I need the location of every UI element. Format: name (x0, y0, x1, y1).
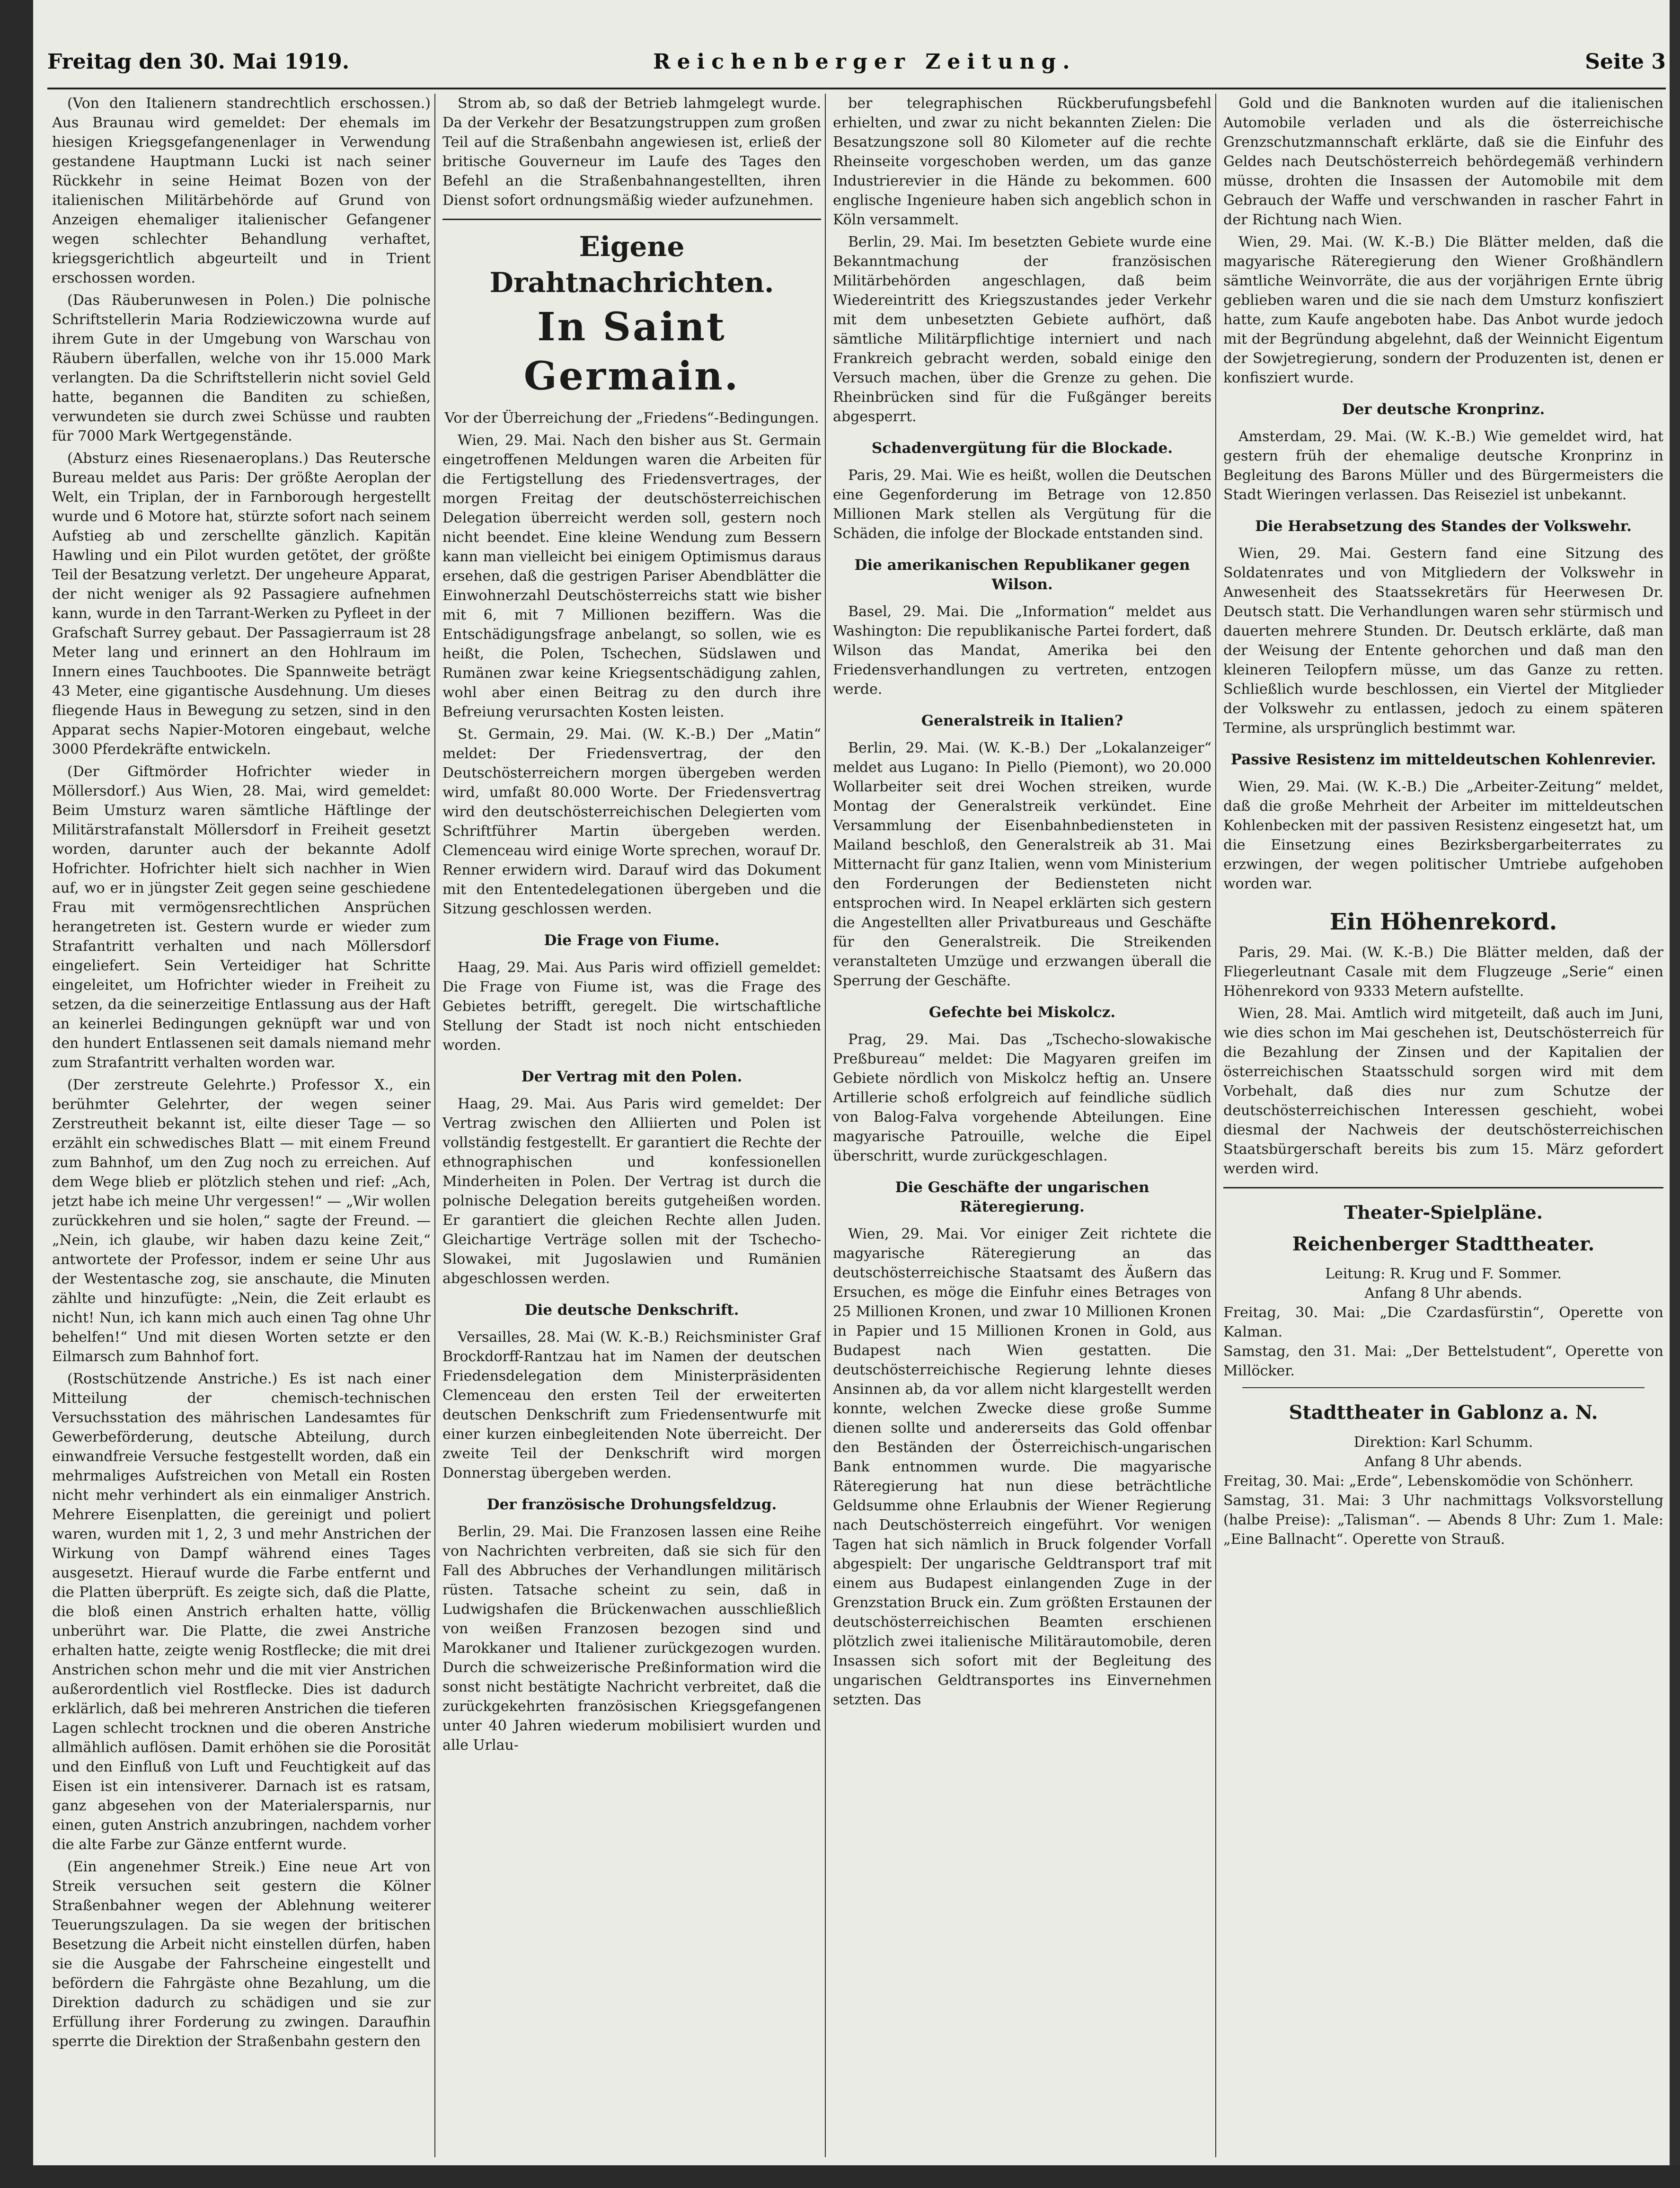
article-heading: Die deutsche Denkschrift. (524, 1302, 739, 1319)
section-rule (1223, 1187, 1663, 1188)
theatre-line: Direktion: Karl Schumm. (1353, 1434, 1533, 1451)
article-paragraph: Strom ab, so daß der Betrieb lahmgelegt wurde. Da der Verkehr der Besatzungstruppen zum großen Teil auf die Straßenbahn angewiesen ist, erließ der britische Gouverneur im Laufe des Tages den Befehl an die Straßenbahnangestellten, ihren Dienst sofort ordnungsmäßig wieder aufzunehmen. (442, 95, 821, 209)
article-paragraph: Wien, 28. Mai. Amtlich wird mitgeteilt, daß auch im Juni, wie dies schon im Mai geschehen ist, Deutschösterreich für die Bezahlung der Zinsen und der Kapitalien der österreichischen Staatsschuld sorgen wird mit dem Vorbehalt, daß dies nur zum Schutze der deutschösterreichischen Interessen geschieht, wobei diesmal der Nachweis der deutschösterreichischen Staatsbürgerschaft bereits bis zum 15. März gefordert werden wird. (1223, 1005, 1663, 1177)
article-paragraph: Wien, 29. Mai. Vor einiger Zeit richtete die magyarische Räteregierung an das deutschösterreichische Staatsamt des Äußern das Ersuchen, es möge die Einfuhr eines Betrages von 25 Millionen Kronen, und zwar 10 Millionen Kronen in Papier und 15 Millionen Kronen in Gold, aus Budapest nach Wien gestatten. Die deutschösterreichische Regierung lehnte dieses Ansinnen ab, da vor allem nicht klargestellt werden konnte, welchen Zwecke diese große Summe dienen sollte und andererseits das Gold offenbar den Beständen der Österreichisch-ungarischen Bank entnommen wurde. Die magyarische Räteregierung hat nun diese beträchtliche Geldsumme ohne Erlaubnis der Wiener Regierung nach Deutschösterreich eingeführt. Vor wenigen Tagen hat sich nämlich in Bruck folgender Vorfall abgespielt: Der ungarische Geldtransport traf mit einem aus Budapest einlangenden Zuge in der Grenzstation Bruck ein. Zum größten Erstaunen der deutschösterreichischen Beamten erschienen plötzlich zwei italienische Militärautomobile, deren Insassen sich sofort mit der Begleitung des ungarischen Geldtransportes ins Einvernehmen setzten. Das (833, 1226, 1211, 1708)
article-paragraph: (Das Räuberunwesen in Polen.) Die polnische Schriftstellerin Maria Rodziewiczowna wurde auf ihrem Gute in der Umgebung von Warschau von Räubern überfallen, welche von ihr 15.000 Mark verlangten. Da die Schriftstellerin nicht soviel Geld hatte, begannen die Banditen zu schießen, verwundeten sie durch zwei Schüsse und raubten für 7000 Mark Wertgegenstände. (52, 292, 431, 444)
headline: In Saint Germain. (523, 304, 740, 399)
article-paragraph: (Absturz eines Riesenaeroplans.) Das Reutersche Bureau meldet aus Paris: Der größte Aeroplan der Welt, ein Triplan, der in Farnborough hergestellt wurde und 6 Motore hat, stürzte sofort nach seinem Aufstieg ab und zerschellte gänzlich. Kapitän Hawling und ein Pilot wurden getötet, der größte Teil der Besatzung verletzt. Der ungeheure Apparat, der nicht weniger als 92 Passagiere aufnehmen kann, wurde in den Tarrant-Werken zu Pyfleet in der Grafschaft Surrey gebaut. Der Passagierraum ist 28 Meter lang und erinnert an den Hohlraum im Innern eines Tauchbootes. Die Spannweite beträgt 43 Meter, eine gigantische Ausdehnung. Um dieses fliegende Haus in Bewegung zu setzen, sind in den Apparat sechs Napier-Motoren eingebaut, welche 3000 Pferdekräfte entwickeln. (52, 450, 431, 758)
article-heading-large: Ein Höhenrekord. (1329, 909, 1557, 935)
masthead-rule (47, 88, 1666, 89)
article-heading: Der Vertrag mit den Polen. (521, 1068, 743, 1085)
article-paragraph: ber telegraphischen Rückberufungsbefehl erhielten, und zwar zu nicht bekannten Zielen: Die Besatzungszone soll 80 Kilometer auf die rechte Rheinseite vorgeschoben werden, um das ganze Industrierevier in die Hände zu bekommen. 600 englische Ingenieure haben sich angeblich schon in Köln versammelt. (833, 95, 1211, 228)
column-divider (825, 94, 826, 2157)
article-paragraph: Versailles, 28. Mai (W. K.-B.) Reichsminister Graf Brockdorff-Rantzau hat im Namen der deutschen Friedensdelegation dem Ministerpräsidenten Clemenceau den ersten Teil der erweiterten deutschen Denkschrift zum Friedensentwurfe mit einer kurzen einbegleitenden Note überreicht. Der zweite Teil der Denkschrift wird morgen Donnerstag übergeben werden. (442, 1329, 821, 1481)
article-heading: Die Frage von Fiume. (544, 932, 720, 949)
headline-subtitle: Vor der Überreichung der „Friedens“-Bedingungen. (444, 410, 819, 426)
article-heading: Die Herabsetzung des Standes der Volkswehr. (1255, 518, 1632, 535)
article-heading: Passive Resistenz im mitteldeutschen Kohlenrevier. (1230, 751, 1656, 768)
masthead-date: Freitag den 30. Mai 1919. (47, 50, 350, 74)
article-paragraph: (Ein angenehmer Streik.) Eine neue Art von Streik versuchen seit gestern die Kölner Straßenbahner wegen der Ablehnung weiterer Teuerungszulagen. Da sie wegen der britischen Besetzung die Arbeit nicht einstellen dürfen, haben sie die Ausgabe der Fahrscheine eingestellt und befördern die Fahrgäste ohne Bezahlung, um die Direktion dadurch zu schädigen und sie zur Erfüllung ihrer Forderung zu zwingen. Daraufhin sperrte die Direktion der Straßenbahn gestern den (52, 1859, 431, 2050)
article-heading: Gefechte bei Miskolcz. (928, 1004, 1116, 1021)
article-paragraph: Amsterdam, 29. Mai. (W. K.-B.) Wie gemeldet wird, hat gestern früh der ehemalige deutsche Kronprinz in Begleitung des Barons Müller und des Bürgermeisters die Stadt Wieringen verlassen. Das Reiseziel ist unbekannt. (1223, 428, 1663, 503)
scan-border-bottom (0, 2165, 1680, 2188)
article-paragraph: Berlin, 29. Mai. Im besetzten Gebiete wurde eine Bekanntmachung der französischen Militärbehörden angeschlagen, daß beim Wiedereintritt des Kriegszustandes jeder Verkehr mit dem unbesetzten Gebiete aufhört, daß sämtliche Militärpflichtige interniert und nach Frankreich gebracht werden, sobald einige den Versuch machen, über die Grenze zu gehen. Die Rheinbrücken sind für die Fußgänger bereits abgesperrt. (833, 234, 1211, 425)
article-paragraph: Paris, 29. Mai. Wie es heißt, wollen die Deutschen eine Gegenforderung im Betrage von 12.850 Millionen Mark stellen als Vergütung für die Schäden, die infolge der Blockade entstanden sind. (833, 467, 1211, 542)
column-divider (1215, 94, 1216, 2157)
article-paragraph: Paris, 29. Mai. (W. K.-B.) Die Blätter melden, daß der Fliegerleutnant Casale mit dem Flugzeuge „Serie“ einen Höhenrekord von 9333 Metern aufstellte. (1223, 944, 1663, 1000)
masthead-page-number: Seite 3 (1585, 50, 1666, 74)
article-paragraph: (Der zerstreute Gelehrte.) Professor X., ein berühmter Gelehrter, der wegen seiner Zerstreutheit bekannt ist, eilte dieser Tage — so erzählt ein schwedisches Blatt — mit einem Freund zum Bahnhof, um den Zug noch zu erreichen. Auf dem Wege blieb er plötzlich stehen und rief: „Ach, jetzt habe ich meine Uhr vergessen!“ — „Wir wollen zurückkehren und sie holen,“ sagte der Freund. — „Nein, ich glaube, wir haben dazu keine Zeit,“ antwortete der Professor, indem er seine Uhr aus der Westentasche zog, sie anschaute, die Minuten zählte und hinzufügte: „Nein, die Zeit erlaubt es nicht! Nun, ich kann mich auch einen Tag ohne Uhr behelfen!“ Und mit diesen Worten setzte er den Eilmarsch zum Bahnhof fort. (52, 1077, 431, 1365)
theatre-divider (1242, 1387, 1645, 1388)
theatre-section-title: Theater-Spielpläne. (1344, 1202, 1543, 1223)
article-paragraph: Gold und die Banknoten wurden auf die italienischen Automobile verladen und als die österreichische Grenzschutzmannschaft erklärte, daß sie die Einfuhr des Geldes nach Deutschösterreich behördegemäß verhindern müsse, drohten die Insassen der Automobile mit dem Gebrauch der Waffe und verschwanden in rascher Fahrt in der Richtung nach Wien. (1223, 95, 1663, 228)
theatre-line: Freitag, 30. Mai: „Die Czardasfürstin“, Operette von Kalman. (1223, 1304, 1663, 1340)
masthead (47, 45, 1666, 83)
scan-border-left (0, 0, 33, 2188)
article-paragraph: (Von den Italienern standrechtlich erschossen.) Aus Braunau wird gemeldet: Der ehemals im hiesigen Kriegsgefangenenlager in Verwendung gestandene Hauptmann Lucki ist nach seiner Rückkehr in seine Heimat Bozen von der italienischen Militärbehörde auf Grund von Anzeigen ehemaliger italienischer Gefangener wegen schlechter Behandlung verhaftet, kriegsgerichtlich abgeurteilt und in Trient erschossen worden. (52, 95, 431, 286)
article-paragraph: (Rostschützende Anstriche.) Es ist nach einer Mitteilung der chemisch-technischen Versuchsstation des mährischen Landesamtes für Gewerbeförderung, deutsche Abteilung, durch einwandfreie Versuche festgestellt worden, daß ein mehrmaliges Aufstreichen von Metall ein Rosten nicht mehr verhindert als ein einmaliger Anstrich. Mehrere Eisenplatten, die gereinigt und poliert waren, wurden mit 1, 2, 3 und mehr Anstrichen der Wirkung von Dampf während eines Tages ausgesetzt. Hierauf wurde die Farbe entfernt und die Platten überprüft. Es zeigte sich, daß die Platte, die bloß einen Anstrich erhalten hatte, völlig unberührt war. Die Platte, die zwei Anstriche erhalten hatte, zeigte wenig Rostflecke; die mit drei Anstrichen schon mehr und die mit vier Anstrichen außerordentlich viel Rostflecke. Dies ist dadurch erklärlich, daß bei mehreren Anstrichen die tieferen Lagen schlecht trocknen und die oberen Anstriche allmählich auflösen. Damit erhöhen sie die Porosität und den Einfluß von Luft und Feuchtigkeit auf das Eisen ist ein intensiverer. Darnach ist es ratsam, ganz abgesehen von der Materialersparnis, nur einen, guten Anstrich anzubringen, nachdem vorher die alte Farbe zur Gänze entfernt wurde. (52, 1371, 431, 1853)
article-paragraph: (Der Giftmörder Hofrichter wieder in Möllersdorf.) Aus Wien, 28. Mai, wird gemeldet: Beim Umsturz waren sämtliche Häftlinge der Militärstrafanstalt Möllersdorf in Freiheit gesetzt worden, darunter auch der bekannte Adolf Hofrichter. Hofrichter hielt sich nachher in Wien auf, wo er in jüngster Zeit gegen seine geschiedene Frau mit vermögensrechtlichen Ansprüchen herangetreten ist. Gestern wurde er wieder zum Strafantritt verhalten und nach Möllersdorf eingeliefert. Sein Verteidiger hat Schritte eingeleitet, um Hofrichter wieder in Freiheit zu setzen, da die seinerzeitige Entlassung aus der Haft an keinerlei Bedingungen geknüpft war und von den hundert Entlassenen seit damals niemand mehr zum Strafantritt verhalten worden war. (52, 763, 431, 1071)
article-paragraph: Wien, 29. Mai. (W. K.-B.) Die „Arbeiter-Zeitung“ meldet, daß die große Mehrheit der Arbeiter im mitteldeutschen Kohlenbecken mit der passiven Resistenz eingesetzt hat, um die Einsetzung eines Bezirksbergarbeiterrates zu erzwingen, der wegen politischer Umtriebe aufgehoben worden war. (1223, 779, 1663, 892)
theatre-line: Anfang 8 Uhr abends. (1364, 1285, 1522, 1302)
column-3 (833, 94, 1211, 2162)
column-divider (434, 94, 435, 2157)
article-paragraph: Wien, 29. Mai. Gestern fand eine Sitzung des Soldatenrates und von Mitgliedern der Volkswehr in Anwesenheit des Staatssekretärs für Heerwesen Dr. Deutsch statt. Die Verhandlungen waren sehr stürmisch und dauerten mehrere Stunden. Dr. Deutsch erklärte, daß man der Weisung der Entente gehorchen und daß man den kleineren Teilopfern müsse, um das Ganze zu retten. Schließlich wurde beschlossen, ein Viertel der Mitglieder der Volkswehr zu entlassen, jedoch zu einem späteren Termine, als ursprünglich bestimmt war. (1223, 545, 1663, 736)
article-heading: Die Geschäfte der ungarischen Räteregierung. (895, 1179, 1149, 1215)
section-title: Eigene Drahtnachrichten. (489, 230, 774, 299)
column-2 (442, 94, 821, 2162)
article-paragraph: Berlin, 29. Mai. (W. K.-B.) Der „Lokalanzeiger“ meldet aus Lugano: In Piello (Piemont), wo 20.000 Wollarbeiter seit drei Wochen streiken, wurde Montag der Generalstreik verkündet. Eine Versammlung der Eisenbahnbediensteten in Mailand beschloß, den Generalstreik ab 31. Mai Mitternacht für ganz Italien, wenn vom Ministerium den Forderungen der Bediensteten nicht entsprochen wird. In Neapel erklärten sich gestern die Angestellten aller Privatbureaus und Geschäfte für den Generalstreik. Die Streikenden veranstalteten Umzüge und erzwangen überall die Sperrung der Geschäfte. (833, 740, 1211, 989)
theatre-line: Samstag, 31. Mai: 3 Uhr nachmittags Volksvorstellung (halbe Preise): „Talisman“. — Abends 8 Uhr: Zum 1. Male: „Eine Ballnacht“. Operette von Strauß. (1223, 1492, 1663, 1548)
article-paragraph: Haag, 29. Mai. Aus Paris wird offiziell gemeldet: Die Frage von Fiume ist, was die Frage des Gebietes betrifft, geregelt. Die wirtschaftliche Stellung der Stadt ist noch nicht entschieden worden. (442, 959, 821, 1054)
article-paragraph: Wien, 29. Mai. Nach den bisher aus St. Germain eingetroffenen Meldungen waren die Arbeiten für die Fertigstellung des Friedensvertrages, der morgen Freitag der deutschösterreichischen Delegation überreicht werden soll, gestern noch nicht beendet. Eine kleine Wendung zum Bessern kann man vielleicht bei einigem Optimismus daraus ersehen, daß die gestrigen Pariser Abendblätter die Einwohnerzahl Deutschösterreichs statt wie bisher mit 6, mit 7 Millionen beziffern. Was die Entschädigungsfrage anbelangt, so sollen, wie es heißt, die Polen, Tschechen, Südslawen und Rumänen zwar keine Kriegsentschädigung zahlen, wohl aber einen Beitrag zu den durch ihre Befreiung verursachten Kosten leisten. (442, 432, 821, 720)
theatre-line: Samstag, den 31. Mai: „Der Bettelstudent“, Operette von Millöcker. (1223, 1343, 1663, 1379)
masthead-newspaper-name: Reichenberger Zeitung. (653, 50, 1077, 74)
article-paragraph: Basel, 29. Mai. Die „Information“ meldet aus Washington: Die republikanische Partei fordert, daß Wilson das Mandat, Amerika bei den Friedensverhandlungen zu vertreten, entzogen werde. (833, 603, 1211, 698)
theatre-title: Stadttheater in Gablonz a. N. (1289, 1401, 1598, 1424)
theatre-line: Freitag, 30. Mai: „Erde“, Lebenskomödie von Schönherr. (1223, 1473, 1634, 1489)
section-rule (442, 219, 821, 220)
scan-border-right (1670, 0, 1680, 2188)
article-heading: Die amerikanischen Republikaner gegen Wilson. (854, 557, 1190, 593)
theatre-line: Anfang 8 Uhr abends. (1364, 1453, 1522, 1470)
article-paragraph: Wien, 29. Mai. (W. K.-B.) Die Blätter melden, daß die magyarische Räteregierung den Wiener Großhändlern sämtliche Weinvorräte, die aus der vorjährigen Ernte übrig geblieben waren und die sie nach dem Umsturz konfisziert hatte, zum Kaufe angeboten habe. Das Anbot wurde jedoch mit der Begründung abgelehnt, daß der Weinnicht Eigentum der Sowjetregierung, sondern der Produzenten ist, denen er konfisziert wurde. (1223, 234, 1663, 386)
article-paragraph: St. Germain, 29. Mai. (W. K.-B.) Der „Matin“ meldet: Der Friedensvertrag, der den Deutschösterreichern morgen übergeben werden wird, umfaßt 80.000 Worte. Der Friedensvertrag wird den deutschösterreichischen Delegierten vom Schriftführer Martin übergeben werden. Clemenceau wird einige Worte sprechen, worauf Dr. Renner erwidern wird. Darauf wird das Dokument mit den Ententedelegationen übergeben und die Sitzung geschlossen werden. (442, 726, 821, 917)
column-4 (1223, 94, 1663, 2162)
article-heading: Der französische Drohungsfeldzug. (486, 1496, 777, 1513)
article-paragraph: Prag, 29. Mai. Das „Tschecho-slowakische Preßbureau“ meldet: Die Magyaren greifen im Gebiete nördlich von Miskolcz heftig an. Unsere Artillerie schoß erfolgreich auf feindliche südlich von Balog-Falva vorgehende Abteilungen. Eine magyarische Patrouille, welche die Eipel überschritt, wurde zurückgeschlagen. (833, 1031, 1211, 1164)
theatre-line: Leitung: R. Krug und F. Sommer. (1325, 1266, 1562, 1282)
article-paragraph: Berlin, 29. Mai. Die Franzosen lassen eine Reihe von Nachrichten verbreiten, daß sie sich für den Fall des Abbruches der Verhandlungen militärisch rüsten. Tatsache scheint zu sein, daß in Ludwigshafen die Brückenwachen ausschließlich von weißen Franzosen bezogen sind und Marokkaner und Italiener zurückgezogen wurden. Durch die schweizerische Preßinformation wird die sonst nicht bestätigte Nachricht verbreitet, daß die zurückgekehrten französischen Kriegsgefangenen unter 40 Jahren wiederum mobilisiert wurden und alle Urlau- (442, 1524, 821, 1754)
article-paragraph: Haag, 29. Mai. Aus Paris wird gemeldet: Der Vertrag zwischen den Alliierten und Polen ist vollständig festgestellt. Er garantiert die Rechte der ethnographischen und konfessionellen Minderheiten in Polen. Der Vertrag ist durch die polnische Delegation bereits gutgeheißen worden. Er garantiert die gleichen Rechte allen Juden. Gleichartige Verträge sollen mit der Tschecho-Slowakei, mit Jugoslawien und Rumänien abgeschlossen werden. (442, 1096, 821, 1287)
theatre-title: Reichenberger Stadttheater. (1292, 1233, 1595, 1255)
article-heading: Der deutsche Kronprinz. (1342, 401, 1545, 418)
article-heading: Schadenvergütung für die Blockade. (871, 440, 1173, 457)
article-heading: Generalstreik in Italien? (921, 712, 1123, 729)
column-1 (52, 94, 431, 2162)
